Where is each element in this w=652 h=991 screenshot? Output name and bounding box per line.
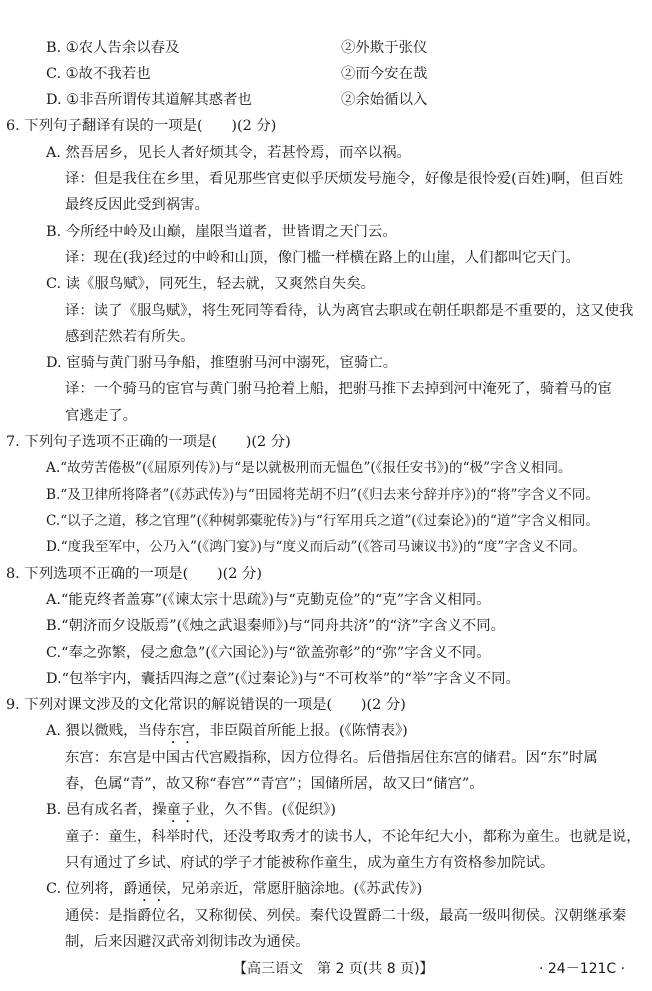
q6-option-c-translation-cont: 感到茫然若有所失。: [65, 329, 195, 345]
q6-option-d-translation-cont: 官逃走了。: [65, 408, 137, 424]
q6-option-d-translation: 译：一个骑马的宦官与黄门驸马抢着上船，把驸马推下去掉到河中淹死了，骑着马的宦: [65, 381, 612, 397]
q9-option-c-keyword: 通侯: [137, 881, 167, 897]
q5-option-d-1: D. ①非吾所谓传其道解其惑者也: [46, 92, 252, 108]
q9-option-c-explanation: 通侯：是指爵位名，又称彻侯、列侯。秦代设置爵二十级，最高一级叫彻侯。汉朝继承秦: [65, 908, 627, 924]
page-footer: [0, 958, 652, 980]
q8-option-a: A.“能克终者盖寡”(《谏太宗十思疏》)与“克勤克俭”的“克”字含义相同。: [46, 592, 491, 608]
q9-option-a-explanation-cont: 春，色属“青”，故又称“春宫”“青宫”；国储所居，故又曰“储宫”。: [65, 776, 484, 792]
q9-option-c-explanation-cont: 制，后来因避汉武帝刘彻讳改为通侯。: [65, 934, 310, 950]
q7-option-b: B.“及卫律所将降者”(《苏武传》)与“田园将芜胡不归”(《归去来兮辞并序》)的“将”字含义不同。: [46, 487, 599, 503]
q9-option-a-pre: A. 猥以微贱，当侍: [46, 723, 167, 739]
q8-stem: 8. 下列选项不正确的一项是( )(2 分): [6, 566, 262, 582]
q6-option-c-translation: 译：读了《服鸟赋》，将生死同等看待，认为离官去职或在朝任职都是不重要的，这又使我: [65, 303, 634, 319]
q9-option-a-keyword: 东宫: [166, 723, 196, 739]
q6-option-b-translation: 译：现在(我)经过的中岭和山顶，像门槛一样横在路上的山崖，人们都叫它天门。: [65, 250, 580, 266]
q9-option-c-pre: C. 位列将，爵: [46, 881, 138, 897]
q9-option-b-explanation: 童子：童生，科举时代，还没考取秀才的读书人，不论年纪大小，都称为童生。也就是说，: [65, 829, 641, 845]
q6-option-b: B. 今所经中岭及山巅，崖限当道者，世皆谓之天门云。: [46, 224, 397, 240]
q6-option-d: D. 宦骑与黄门驸马争船，推堕驸马河中溺死，宦骑亡。: [46, 355, 398, 371]
q9-option-a-post: ，非臣陨首所能上报。(《陈情表》): [195, 723, 408, 739]
q9-option-b-post: 业，久不售。(《促织》): [195, 802, 337, 818]
q7-option-c: C.“以子之道，移之官理”(《种树郭橐驼传》)与“行军用兵之道”(《过秦论》)的“道”字含义相同。: [46, 513, 599, 529]
q9-option-a-explanation: 东宫：东宫是中国古代宫殿指称，因方位得名。后借指居住东宫的储君。因“东”时属: [65, 750, 598, 766]
q5-option-c-1: C. ①故不我若也: [46, 66, 151, 82]
q7-stem: 7. 下列句子选项不正确的一项是( )(2 分): [6, 434, 291, 450]
q8-option-d: D.“包举宇内，囊括四海之意”(《过秦论》)与“不可枚举”的“举”字含义不同。: [46, 671, 520, 687]
footer-exam-code: · 24－121C ·: [539, 961, 626, 977]
footer-page-info: 【高三语文 第 2 页(共 8 页)】: [233, 961, 434, 977]
q6-option-c: C. 读《服鸟赋》，同死生，轻去就，又爽然自失矣。: [46, 276, 376, 292]
q5-option-c-2: ②而今安在哉: [341, 66, 428, 82]
q9-option-c: [46, 878, 422, 905]
q9-option-b: [46, 799, 336, 826]
q7-option-d: D.“度我至军中，公乃入”(《鸿门宴》)与“度义而后动”(《答司马谏议书》)的“度”字含义不同。: [46, 539, 586, 555]
q6-option-a-translation: 译：但是我住在乡里，看见那些官吏似乎厌烦发号施令，好像是很怜爱(百姓)啊，但百姓: [65, 171, 624, 187]
q8-option-c: C.“奉之弥繁，侵之愈急”(《六国论》)与“欲盖弥彰”的“弥”字含义不同。: [46, 645, 491, 661]
q6-stem: 6. 下列句子翻译有误的一项是( )(2 分): [6, 118, 277, 134]
q9-option-a: [46, 720, 408, 747]
q7-option-a: A.“故劳苦倦极”(《屈原列传》)与“是以就极刑而无愠色”(《报任安书》)的“极”字含义相同。: [46, 460, 572, 476]
q5-option-b-1: B. ①农人告余以春及: [46, 40, 180, 56]
q8-option-b: B.“朝济而夕设版焉”(《烛之武退秦师》)与“同舟共济”的“济”字含义不同。: [46, 618, 506, 634]
q9-option-b-pre: B. 邑有成名者，操: [46, 802, 167, 818]
q5-option-d-2: ②余始循以入: [341, 92, 428, 108]
q6-option-a: A. 然吾居乡，见长人者好烦其令，若甚怜焉，而卒以祸。: [46, 145, 411, 161]
q9-option-b-keyword: 童子: [166, 802, 196, 818]
q9-option-c-post: ，兄弟亲近，常愿肝脑涂地。(《苏武传》): [166, 881, 423, 897]
q5-option-b-2: ②外欺于张仪: [341, 40, 428, 56]
q9-option-b-explanation-cont: 只有通过了乡试、府试的学子才能被称作童生，成为童生方有资格参加院试。: [65, 855, 555, 871]
q9-stem: 9. 下列对课文涉及的文化常识的解说错误的一项是( )(2 分): [6, 697, 406, 713]
q6-option-a-translation-cont: 最终反因此受到祸害。: [65, 197, 209, 213]
